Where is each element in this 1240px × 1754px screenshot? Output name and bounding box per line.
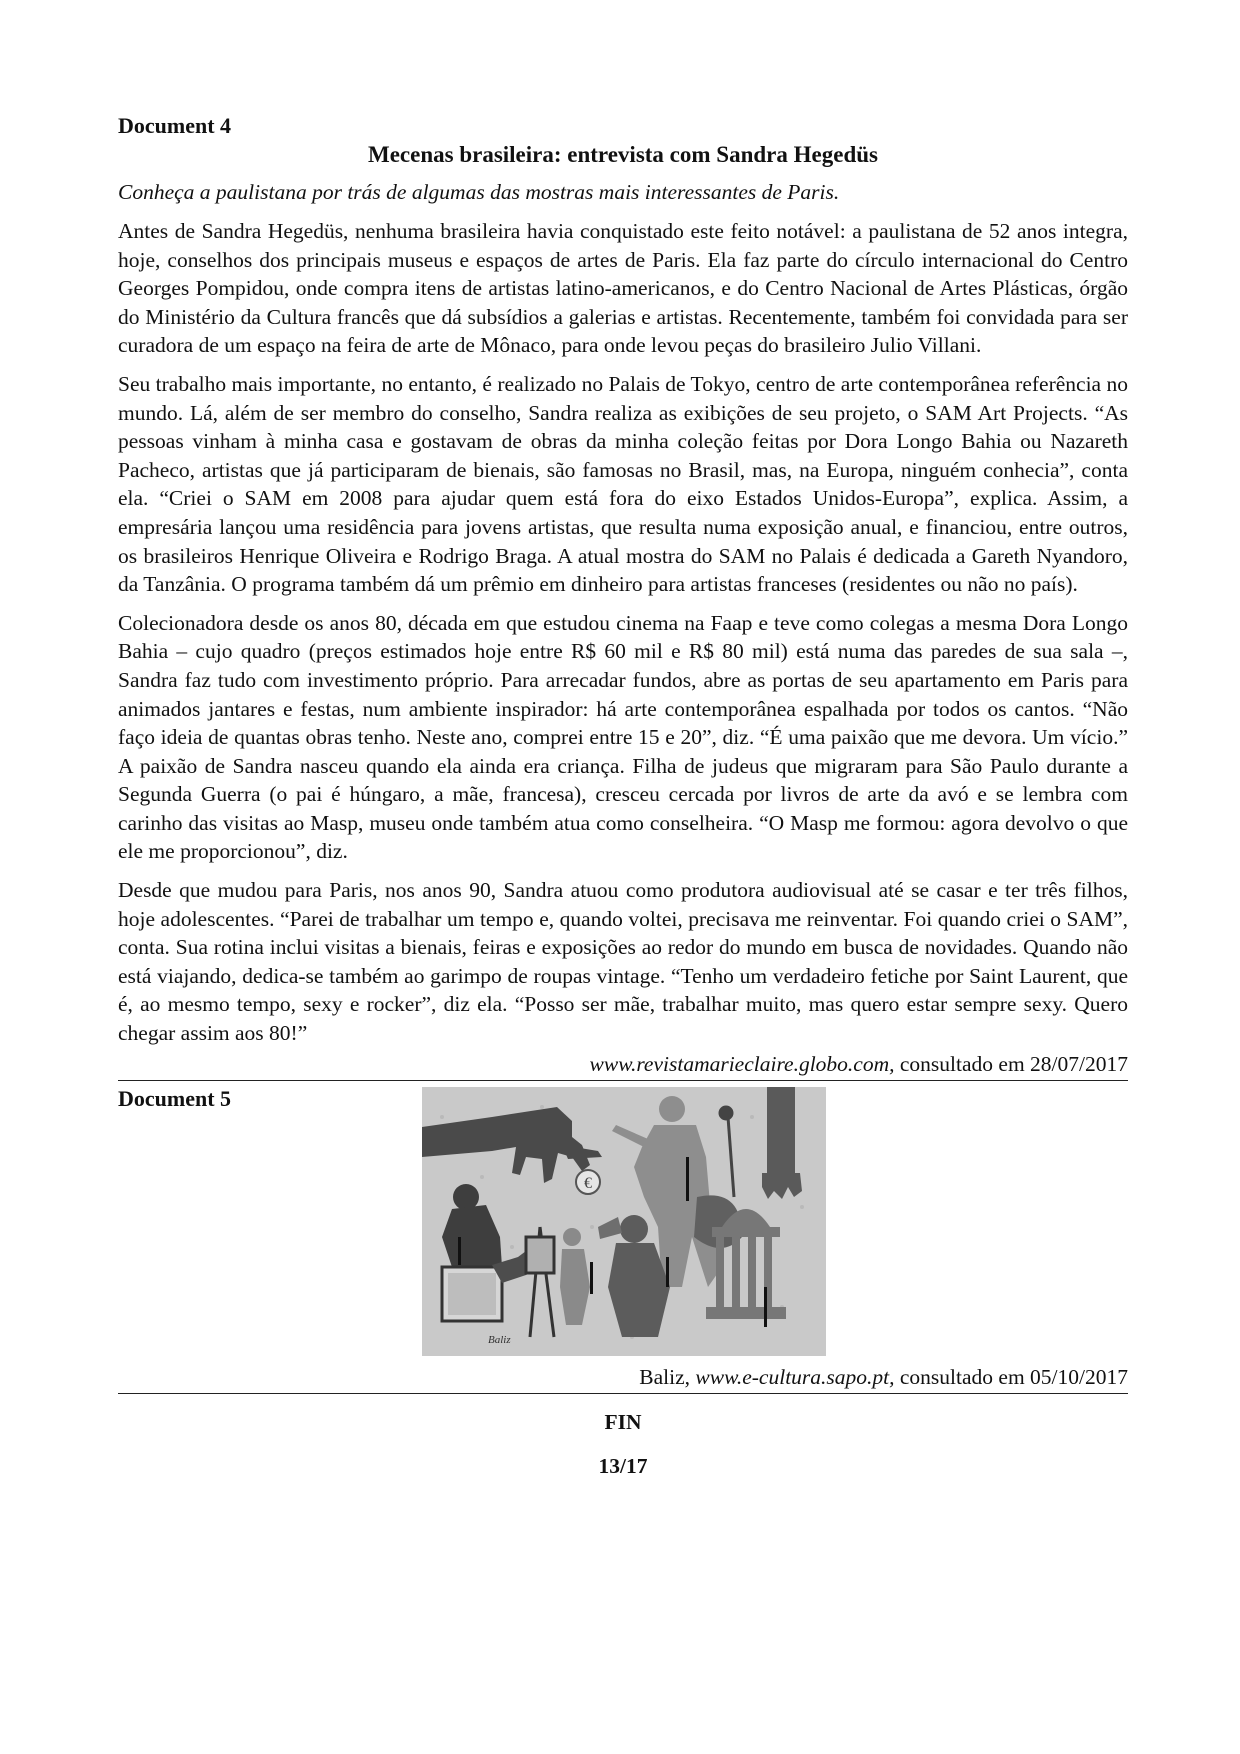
document-4-source-site: www.revistamarieclaire.globo.com, [589, 1051, 895, 1076]
article-paragraph: Antes de Sandra Hegedüs, nenhuma brasileira havia conquistado este feito notável: a paulistana de 52 anos integra, hoje, conselhos dos principais museus e espaços de artes de Paris. Ela faz parte do círculo internacional do Centro Georges Pompidou, onde compra itens de artistas latino-americanos, e do Centro Nacional de Artes Plásticas, órgão do Ministério da Cultura francês que dá subsídios a galerias e artistas. Recentemente, também foi convidada para ser curadora de um espaço na feira de arte de Mônaco, para onde levou peças do brasileiro Julio Villani. [118, 219, 1128, 358]
document-5-source-date: consultado em 05/10/2017 [894, 1364, 1128, 1389]
euro-symbol: € [584, 1174, 592, 1192]
end-marker: FIN [604, 1409, 642, 1434]
patronage-illustration [422, 1087, 826, 1356]
artist-signature: Baliz [488, 1333, 511, 1346]
page-number: 13/17 [598, 1453, 648, 1478]
document-5-source-site: www.e-cultura.sapo.pt, [695, 1364, 895, 1389]
section-divider [118, 1080, 1128, 1081]
document-5-source-author: Baliz, [639, 1364, 696, 1389]
article-paragraph: Colecionadora desde os anos 80, década em que estudou cinema na Faap e teve como colegas a mesma Dora Longo Bahia – cujo quadro (preços estimados hoje entre R$ 60 mil e R$ 80 mil) está numa das paredes de sua sala –, Sandra faz tudo com investimento próprio. Para arrecadar fundos, abre as portas de seu apartamento em Paris para animados jantares e festas, num ambiente inspirador: há arte contemporânea espalhada por todos os cantos. “Não faço ideia de quantas obras tenho. Neste ano, comprei entre 15 e 20”, diz. “É uma paixão que me devora. Um vício.” A paixão de Sandra nasceu quando ela ainda era criança. Filha de judeus que migraram para São Paulo durante a Segunda Guerra (o pai é húngaro, a mãe, francesa), cresceu cercada por livros de arte da avó e se lembra com carinho das visitas ao Masp, museu onde também atua como conselheira. “O Masp me formou: agora devolvo o que ele me proporcionou”, diz. [118, 610, 1128, 864]
article-subtitle: Conheça a paulistana por trás de algumas das mostras mais interessantes de Paris. [118, 180, 840, 204]
document-5 [118, 1085, 1128, 1394]
article-paragraph: Desde que mudou para Paris, nos anos 90, Sandra atuou como produtora audiovisual até se casar e ter três filhos, hoje adolescentes. “Parei de trabalhar um tempo e, quando voltei, precisava me reinventar. Foi quando criei o SAM”, conta. Sua rotina inclui visitas a bienais, feiras e exposições ao redor do mundo em busca de novidades. Quando não está viajando, dedica-se também ao garimpo de roupas vintage. “Tenho um verdadeiro fetiche por Saint Laurent, que é, ao mesmo tempo, sexy e rocker”, diz ela. “Posso ser mãe, trabalhar muito, mas quero estar sempre sexy. Quero chegar assim aos 80!” [118, 878, 1128, 1046]
document-4-source [118, 1050, 1128, 1078]
exam-page [118, 112, 1128, 1480]
article-title: Mecenas brasileira: entrevista com Sandra Hegedüs [368, 142, 878, 167]
document-5-source [118, 1363, 1128, 1391]
document-5-row [118, 1085, 1128, 1357]
document-5-label: Document 5 [118, 1085, 232, 1111]
section-divider [118, 1393, 1128, 1394]
document-4-label: Document 4 [118, 113, 232, 138]
document-4-source-date: consultado em 28/07/2017 [894, 1051, 1128, 1076]
document-4 [118, 112, 1128, 1081]
article-paragraph: Seu trabalho mais importante, no entanto, é realizado no Palais de Tokyo, centro de arte contemporânea referência no mundo. Lá, além de ser membro do conselho, Sandra realiza as exibições de seu projeto, o SAM Art Projects. “As pessoas vinham à minha casa e gostavam de obras da minha coleção feitas por Dora Longo Bahia ou Nazareth Pacheco, artistas que já participaram de bienais, são famosas no Brasil, mas, na Europa, ninguém conhecia”, conta ela. “Criei o SAM em 2008 para ajudar quem está fora do eixo Estados Unidos-Europa”, explica. Assim, a empresária lançou uma residência para jovens artistas, que resulta numa exposição anual, e financiou, entre outros, os brasileiros Henrique Oliveira e Rodrigo Braga. A atual mostra do SAM no Palais é dedicada a Gareth Nyandoro, da Tanzânia. O programa também dá um prêmio em dinheiro para artistas franceses (residentes ou não no país). [118, 371, 1128, 597]
pedestal-panel [448, 1273, 496, 1315]
